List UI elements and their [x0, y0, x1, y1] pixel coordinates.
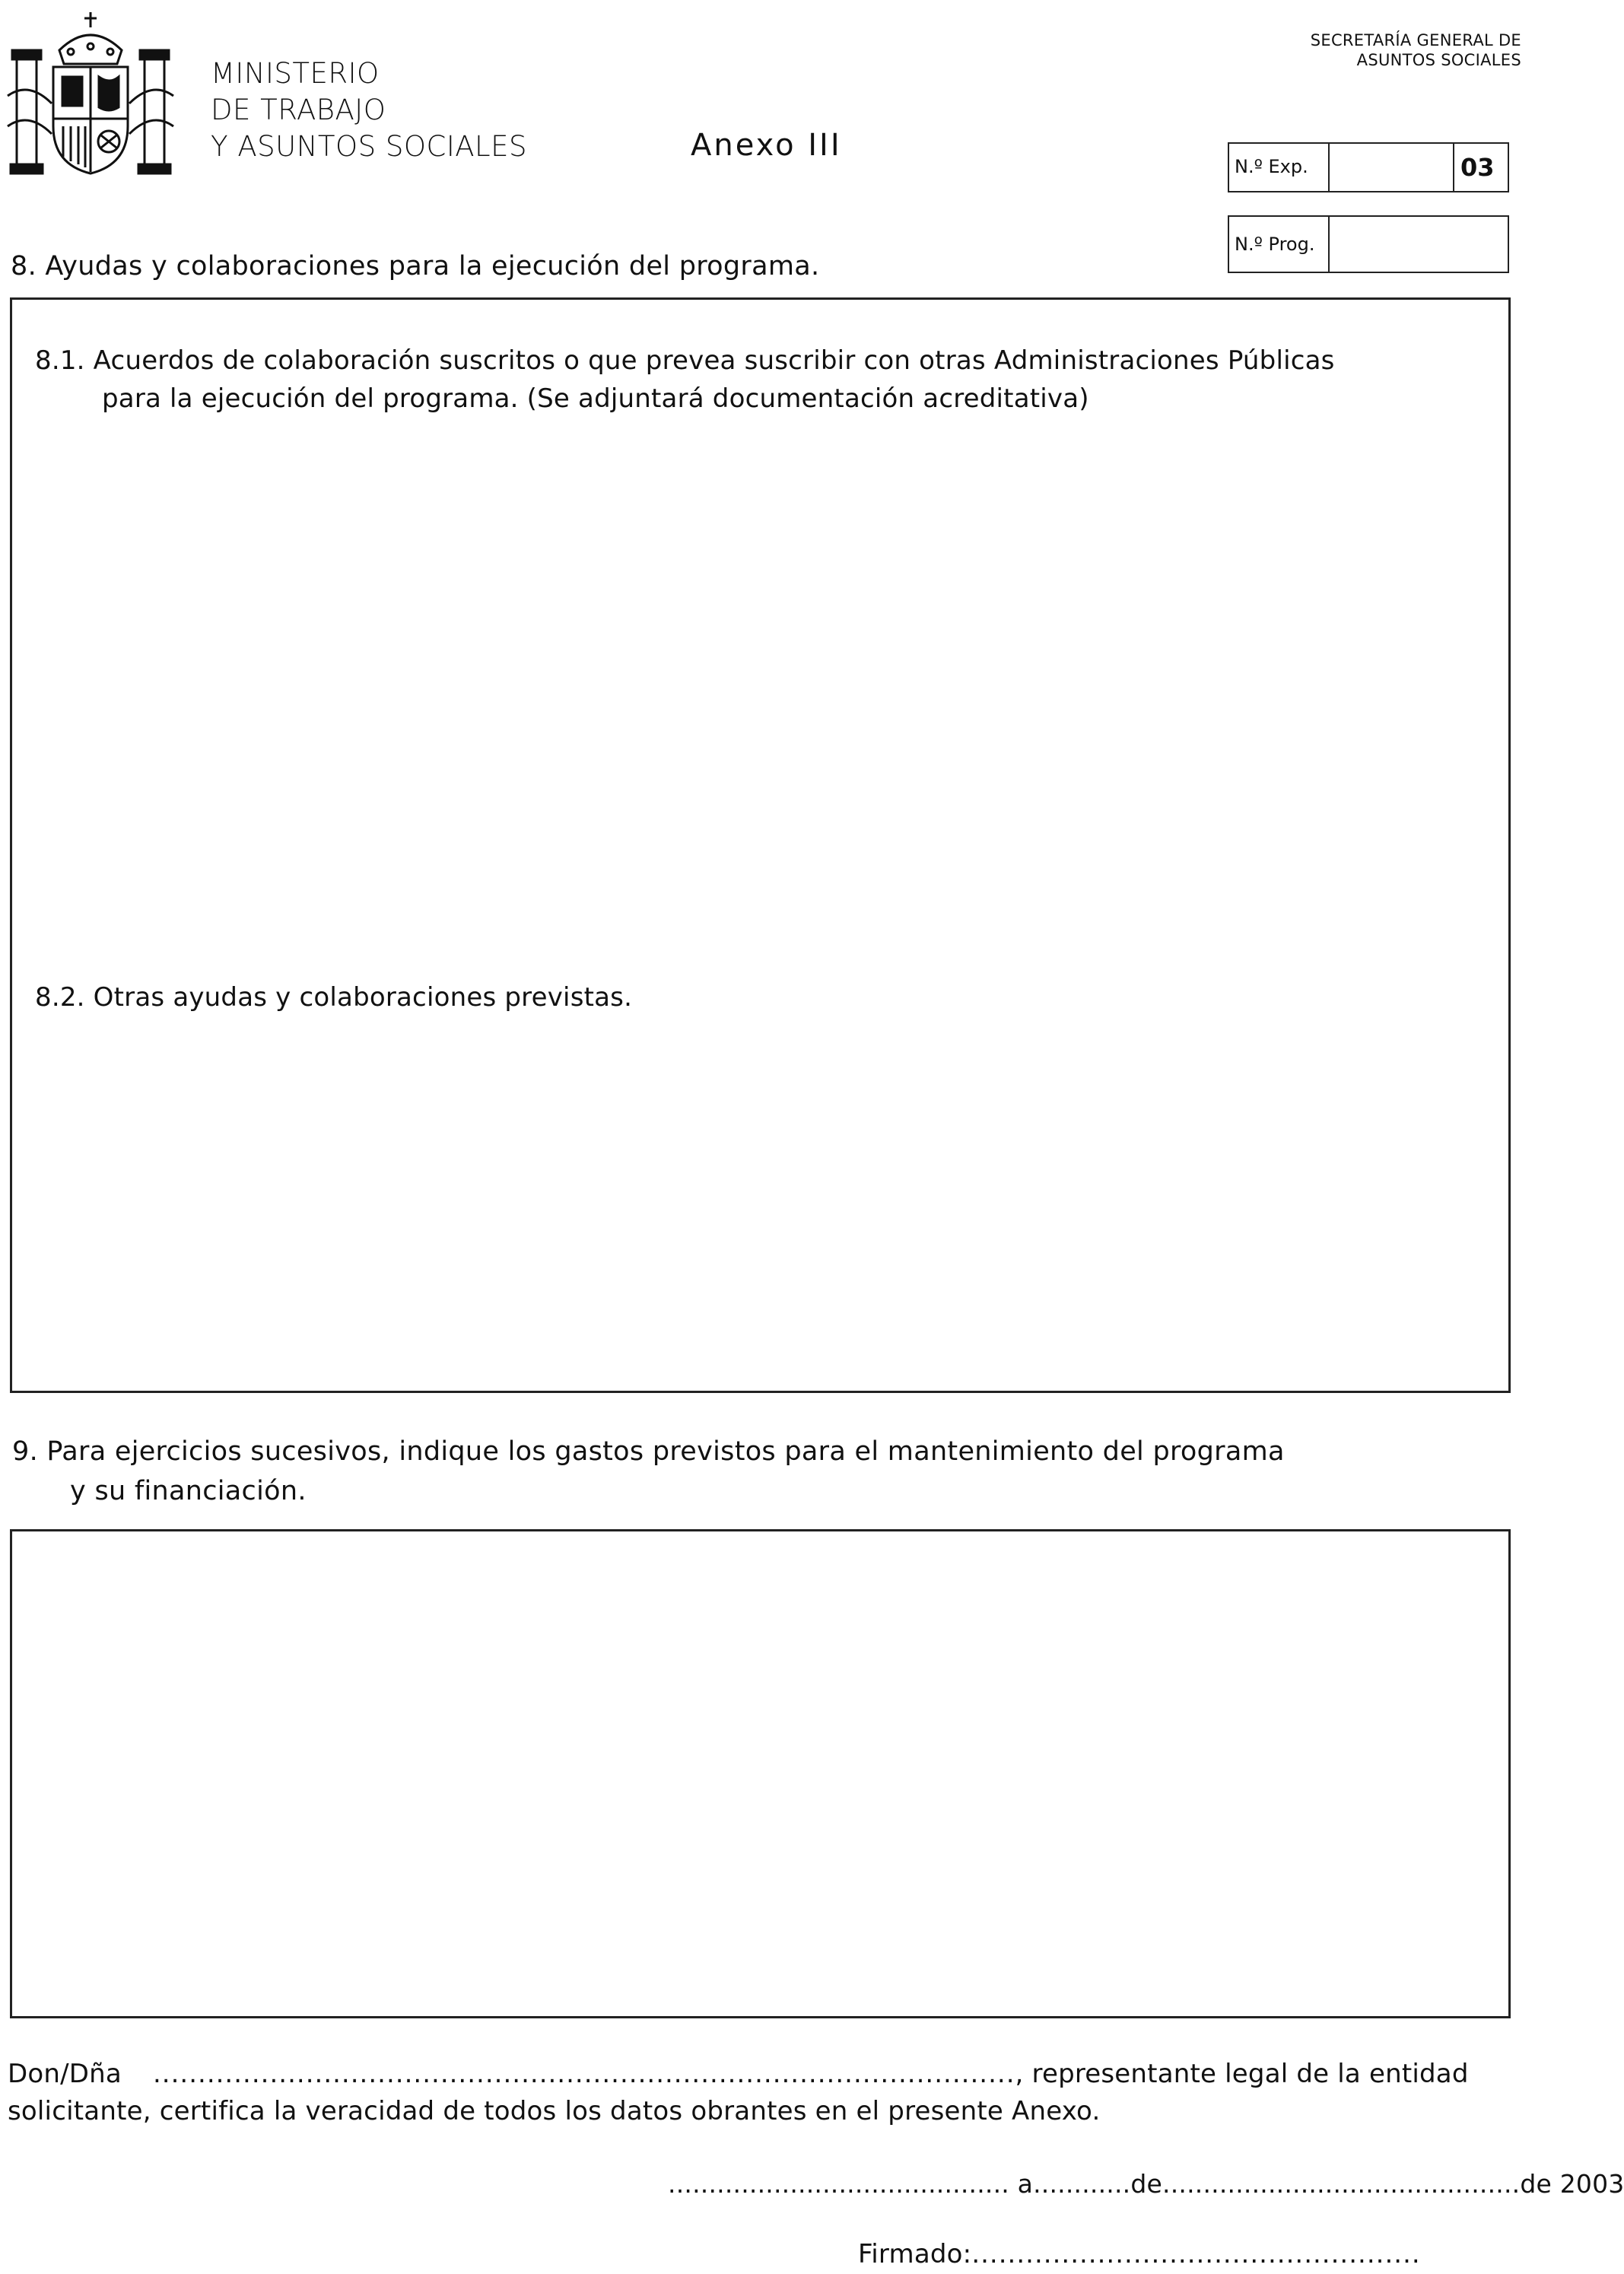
exp-number-box: [1228, 142, 1509, 192]
section-9-frame[interactable]: [10, 1529, 1511, 2018]
item-8-2-label: 8.2. Otras ayudas y colaboraciones previstas.: [35, 982, 633, 1013]
representative-name-field[interactable]: ................................................................................................: [152, 2059, 1015, 2089]
certification-line-1: [8, 2054, 1469, 2094]
section-9-title-line-1: 9. Para ejercicios sucesivos, indique los gastos previstos para el mantenimiento del programa: [12, 1436, 1285, 1467]
secretaria-line-1: SECRETARÍA GENERAL DE: [1310, 31, 1521, 49]
certification-line-2: solicitante, certifica la veracidad de todos los datos obrantes en el presente Anexo.: [8, 2096, 1101, 2126]
signed-label: Firmado:: [858, 2239, 972, 2269]
coat-of-arms-logo: [6, 5, 175, 181]
exp-code-value: 03: [1460, 153, 1495, 182]
section-8-frame: [10, 297, 1511, 1393]
exp-number-label: N.º Exp.: [1235, 156, 1308, 177]
item-8-2-answer-area[interactable]: [27, 1030, 1495, 1380]
secretaria-heading: [1187, 30, 1521, 70]
section-9-title-line-2: y su financiación.: [70, 1476, 307, 1506]
signature-field[interactable]: ..................................................: [971, 2239, 1421, 2269]
ministry-name: [211, 56, 527, 165]
prog-number-label: N.º Prog.: [1235, 234, 1315, 255]
representative-suffix: , representante legal de la entidad: [1015, 2059, 1469, 2089]
prog-number-box: [1228, 215, 1509, 273]
signature-line: [858, 2234, 1421, 2274]
annex-title: Anexo III: [691, 128, 842, 163]
ministry-line-3: Y ASUNTOS SOCIALES: [211, 130, 528, 163]
ministry-line-1: MINISTERIO: [211, 57, 380, 90]
item-8-1-line-2: para la ejecución del programa. (Se adjuntará documentación acreditativa): [102, 383, 1089, 414]
don-dna-label: Don/Dña: [8, 2059, 122, 2089]
section-8-title: 8. Ayudas y colaboraciones para la ejecución del programa.: [11, 251, 820, 281]
ministry-line-2: DE TRABAJO: [211, 94, 386, 126]
secretaria-line-2: ASUNTOS SOCIALES: [1356, 51, 1521, 69]
item-8-1-line-1: 8.1. Acuerdos de colaboración suscritos o que prevea suscribir con otras Administraciones Públicas: [35, 345, 1335, 376]
prog-number-field[interactable]: [1330, 217, 1506, 272]
date-line[interactable]: .......................................... a............de............................................de 2003: [668, 2169, 1624, 2199]
